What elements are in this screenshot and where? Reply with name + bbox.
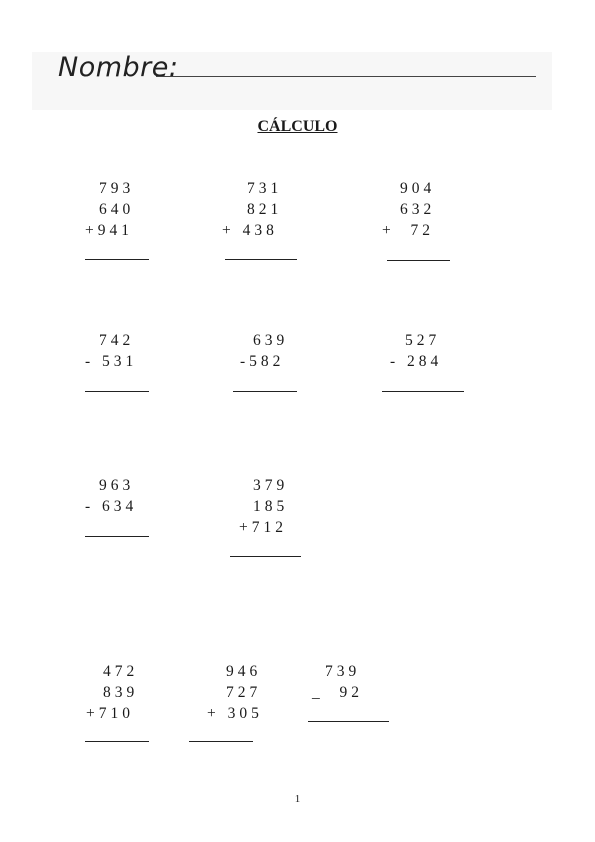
name-label: Nombre:	[58, 52, 179, 83]
operand-2: 839	[103, 684, 139, 701]
operand-3: + 305	[207, 705, 263, 722]
operand-2: -582	[240, 353, 285, 370]
operand-2: _ 92	[312, 684, 363, 701]
operand-3: +710	[86, 705, 134, 722]
operand-2: 632	[400, 201, 436, 218]
operand-1: 472	[103, 663, 139, 680]
operand-1: 527	[405, 332, 441, 349]
operand-2: 640	[99, 201, 135, 218]
answer-line[interactable]	[85, 259, 149, 260]
operand-3: +712	[239, 519, 287, 536]
operand-1: 379	[253, 477, 289, 494]
operand-1: 793	[99, 180, 135, 197]
operand-1: 904	[400, 180, 436, 197]
answer-line[interactable]	[225, 259, 297, 260]
answer-line[interactable]	[85, 391, 149, 392]
answer-line[interactable]	[382, 391, 464, 392]
operand-1: 742	[99, 332, 135, 349]
answer-line[interactable]	[387, 260, 450, 261]
answer-line[interactable]	[233, 391, 297, 392]
answer-line[interactable]	[189, 741, 253, 742]
answer-line[interactable]	[230, 556, 301, 557]
page-title: CÁLCULO	[257, 118, 338, 135]
operand-1: 731	[247, 180, 283, 197]
operand-1: 946	[226, 663, 262, 680]
operand-1: 963	[99, 477, 135, 494]
answer-line[interactable]	[85, 741, 149, 742]
operand-3: + 438	[222, 222, 278, 239]
page-number: 1	[294, 793, 301, 805]
operand-2: - 531	[85, 353, 138, 370]
answer-line[interactable]	[85, 536, 149, 537]
answer-line[interactable]	[308, 721, 389, 722]
operand-2: - 634	[85, 498, 138, 515]
operand-1: 739	[325, 663, 361, 680]
operand-2: 821	[247, 201, 283, 218]
name-answer-line[interactable]	[156, 76, 536, 77]
operand-3: +941	[85, 222, 133, 239]
operand-3: + 72	[382, 222, 434, 239]
operand-1: 639	[253, 332, 289, 349]
operand-2: 185	[253, 498, 289, 515]
operand-2: 727	[226, 684, 262, 701]
operand-2: - 284	[390, 353, 443, 370]
